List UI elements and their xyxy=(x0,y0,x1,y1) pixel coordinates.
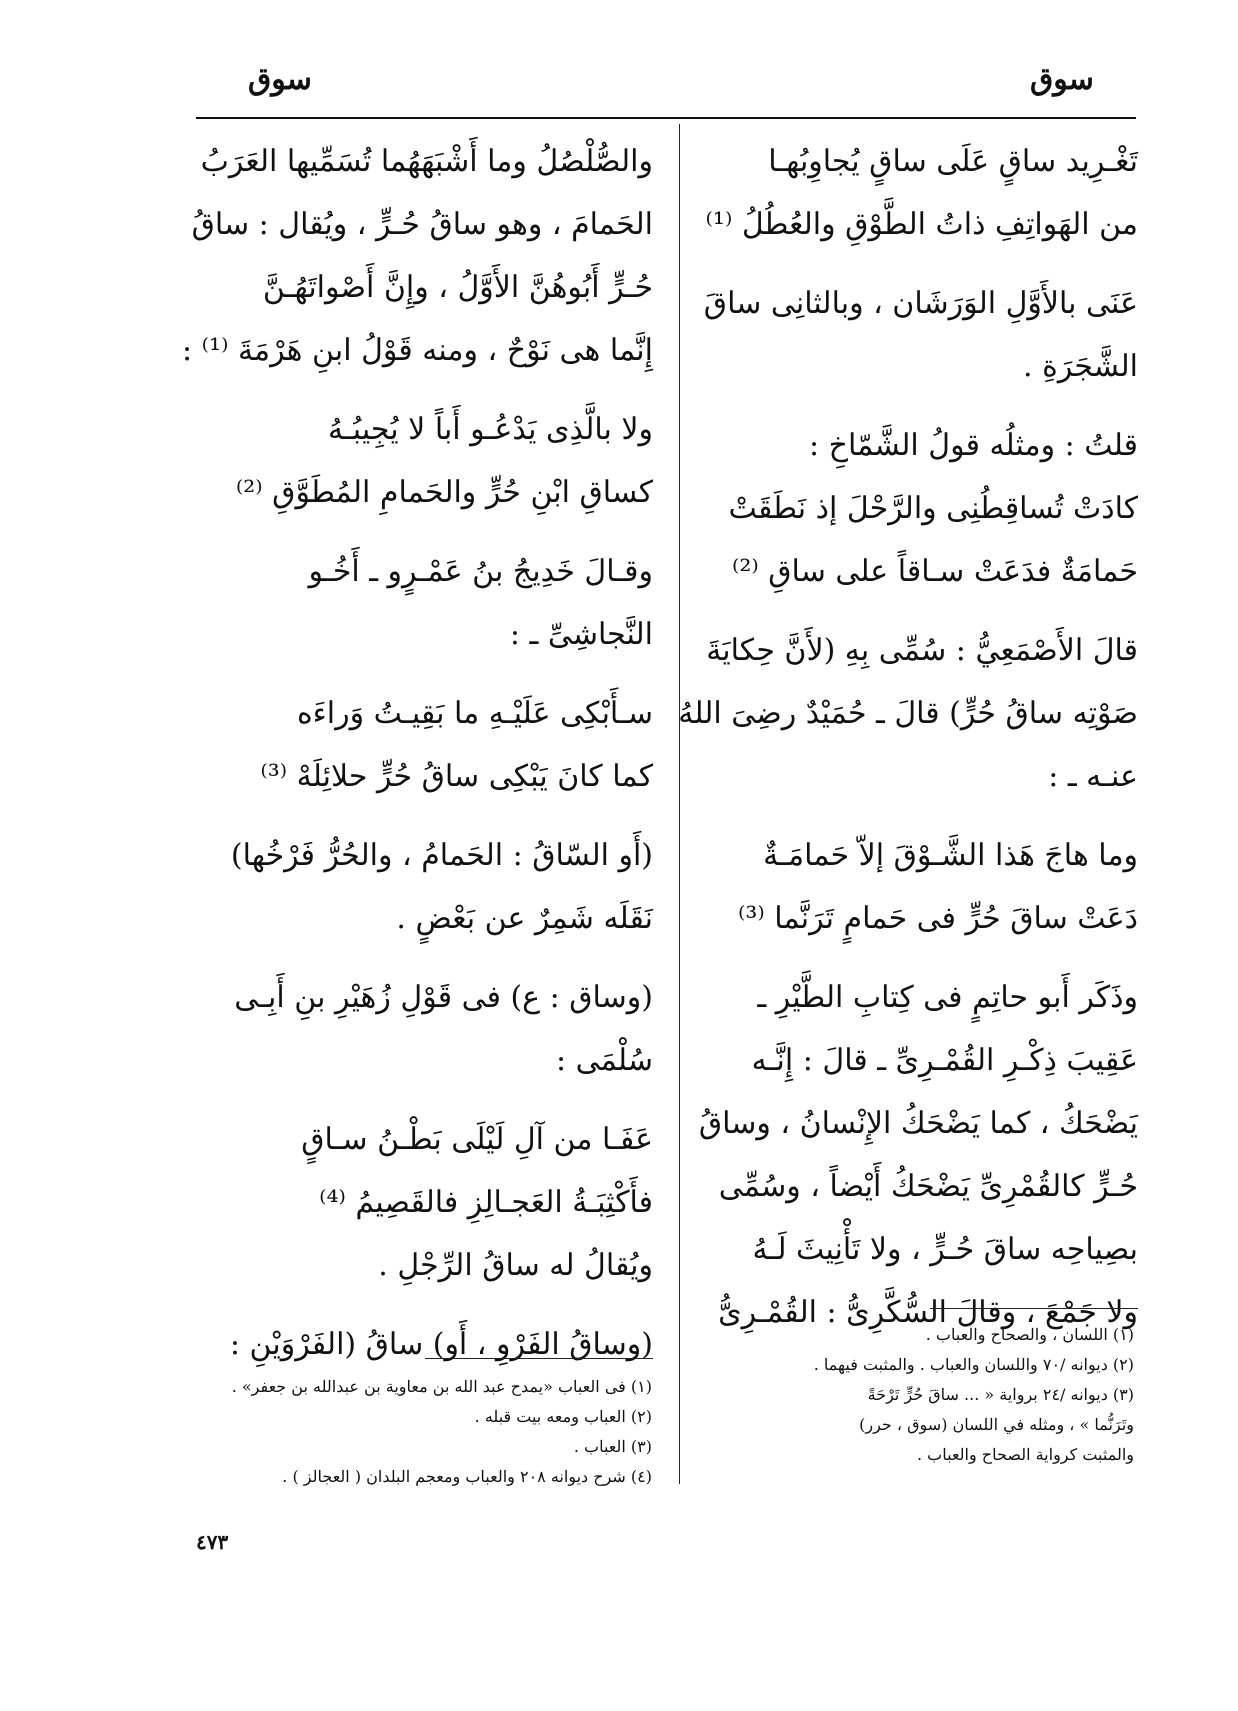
text-line: ولا جَمْعَ ، وقالَ السُّكَّرِىُّ : القُمْـرِىُّ xyxy=(718,1295,1138,1330)
text-line: (١) فى العباب «يمدح عبد الله بن معاوية بن عبدالله بن جعفر» . xyxy=(231,1377,652,1396)
text-line: النَّجاشِىِّ ـ : xyxy=(509,617,653,652)
text-line: الحَمامَ ، وهو ساقُ حُـرٍّ ، ويُقال : ساقُ xyxy=(191,207,653,242)
footnote-rule-right xyxy=(930,1308,1138,1309)
text-line: دَعَتْ ساقَ حُرٍّ فى حَمامٍ تَرَنَّما ⁽³⁾ xyxy=(737,901,1138,936)
text-line: حُـرٍّ كالقُمْرِىِّ يَضْحَكُ أَيْضاً ، وسُمِّى xyxy=(718,1169,1138,1204)
paragraph-gap xyxy=(188,950,653,966)
text-line: كما كانَ يَبْكِى ساقُ حُرٍّ حلائِلَهْ ⁽³⁾ xyxy=(260,759,653,794)
column-divider xyxy=(679,124,680,1484)
text-line: ويُقالُ له ساقُ الرِّجْلِ . xyxy=(378,1248,653,1283)
text-line: وقـالَ خَدِيجُ بنُ عَمْـرٍو ـ أَخُـو xyxy=(308,554,653,589)
text-line: (١) اللسان ، والصحاح والعباب . xyxy=(925,1325,1134,1344)
text-line: إِنَّما هى نَوْحٌ ، ومنه قَوْلُ ابنِ هَرْمَةَ ⁽¹⁾ : xyxy=(182,333,653,368)
text-line: (٤) شرح ديوانه ٢٠٨ والعباب ومعجم البلدان ( العجالز ) . xyxy=(282,1467,652,1486)
paragraph-gap xyxy=(702,398,1138,414)
text-line: تَغْـرِيد ساقٍ عَلَى ساقٍ يُجاوِبُهـا xyxy=(768,144,1138,179)
page-number: ٤٧٣ xyxy=(196,1530,229,1554)
text-line: سـأَبْكِى عَلَيْـهِ ما بَقِيـتُ وَراءَه xyxy=(296,696,653,731)
text-line: حَمامَةٌ فدَعَتْ سـاقاً على ساقِ ⁽²⁾ xyxy=(731,554,1138,589)
text-line: كساقِ ابْنِ حُرٍّ والحَمامِ المُطَوَّقِ ⁽²⁾ xyxy=(235,475,653,510)
text-line: (وساق : ع) فى قَوْلِ زُهَيْرِ بنِ أَبِـى xyxy=(234,980,653,1015)
text-line: (أَو السّاقُ : الحَمامُ ، والحُرُّ فَرْخُها) xyxy=(230,838,653,873)
paragraph-gap xyxy=(188,808,653,824)
text-line: عَنَى بالأَوَّلِ الوَرَشَان ، وبالثانِى ساقَ xyxy=(703,286,1138,321)
left-column xyxy=(182,130,653,1376)
header-rule xyxy=(196,117,1136,119)
text-line: (٣) العباب . xyxy=(573,1437,652,1456)
footnotes-right xyxy=(712,1320,1134,1470)
paragraph-gap xyxy=(188,1297,653,1313)
text-line: عنـه ـ : xyxy=(1048,759,1138,794)
text-line: قالَ الأَصْمَعِيُّ : سُمِّى بِهِ (لأَنَّ حِكايَةَ xyxy=(706,633,1138,668)
running-header-left: سوق xyxy=(248,62,312,97)
text-line: عَفَـا من آلِ لَيْلَى بَطْـنُ سـاقٍ xyxy=(301,1122,653,1157)
paragraph-gap xyxy=(702,256,1138,272)
paragraph-gap xyxy=(702,950,1138,966)
text-line: بصِياحِه ساقَ حُـرٍّ ، ولا تَأْنِيثَ لَـهُ xyxy=(752,1232,1138,1267)
right-column xyxy=(678,130,1138,1344)
text-line: حُـرٍّ أَبُوهُنَّ الأَوَّلُ ، وإِنَّ أَصْواتَهُـنَّ xyxy=(262,270,653,305)
text-line: كادَتْ تُساقِطُنِى والرَّحْلَ إذ نَطَقَتْ xyxy=(728,491,1138,526)
text-line: عَقِيبَ ذِكْـرِ القُمْـرِىِّ ـ قالَ : إِنَّـه xyxy=(751,1043,1138,1078)
text-line: يَضْحَكُ ، كما يَضْحَكُ الإِنْسانُ ، وساقُ xyxy=(698,1106,1138,1141)
text-line: والصُّلْصُلُ وما أَشْبَهَهُما تُسَمِّيها العَرَبُ xyxy=(200,144,653,179)
text-line: وذَكَر أَبو حاتِمٍ فى كِتابِ الطَّيْرِ ـ xyxy=(757,980,1138,1015)
text-line: والمثبت كرواية الصحاح والعباب . xyxy=(917,1445,1134,1464)
text-line: (٢) العباب ومعه بيت قبله . xyxy=(474,1407,652,1426)
text-line: وما هاجَ هَذا الشَّـوْقَ إلاّ حَمامَـةٌ xyxy=(763,838,1138,873)
text-line: (٢) ديوانه /٧٠ واللسان والعباب . والمثبت فيهما . xyxy=(813,1355,1134,1374)
text-line: وتَرَنُّما » ، ومثله في اللسان (سوق ، حرر) xyxy=(859,1415,1134,1434)
footnotes-left xyxy=(190,1372,652,1492)
text-line: فأَكْثِبَـةُ العَجـالِزِ فالقَصِيمُ ⁽⁴⁾ xyxy=(319,1185,653,1220)
text-line: صَوْتِه ساقُ حُرٍّ) قالَ ـ حُمَيْدٌ رضِىَ اللهُ xyxy=(678,696,1138,731)
text-line: (٣) ديوانه /٢٤ برواية « ... ساقَ حُرٍّ تَرْحَةً xyxy=(867,1385,1134,1404)
paragraph-gap xyxy=(702,808,1138,824)
paragraph-gap xyxy=(702,603,1138,619)
text-line: سُلْمَى : xyxy=(555,1043,653,1078)
text-line: الشَّجَرَةِ . xyxy=(1023,349,1138,384)
text-line: (وساقُ الفَرْوِ ، أَو) ساقُ (الفَرْوَيْنِ : xyxy=(229,1327,653,1362)
footnote-rule-left xyxy=(425,1358,653,1359)
paragraph-gap xyxy=(188,666,653,682)
text-line: قلتُ : ومثلُه قولُ الشَّمّاخِ : xyxy=(809,428,1138,463)
text-line: نَقَلَه شَمِرٌ عن بَعْضٍ . xyxy=(396,901,653,936)
text-line: من الهَواتِفِ ذاتُ الطَّوْقِ والعُطُلُ ⁽¹⁾ xyxy=(705,207,1138,242)
running-header-right: سوق xyxy=(1030,62,1094,97)
paragraph-gap xyxy=(188,524,653,540)
paragraph-gap xyxy=(188,1092,653,1108)
text-line: ولا بالَّذِى يَدْعُـو أَباً لا يُجِيبُـهُ xyxy=(327,412,653,447)
paragraph-gap xyxy=(188,382,653,398)
